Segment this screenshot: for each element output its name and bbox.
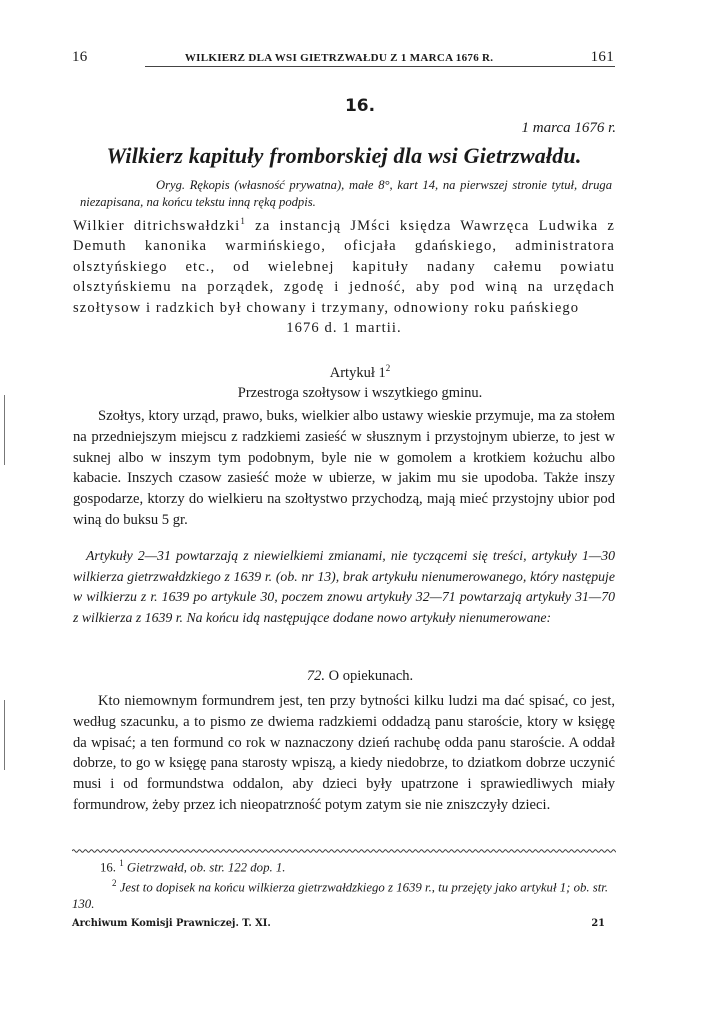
intro-text-rest: za instancją JMści księdza Wawrzęca Ludwika z Demuth kanonika warmińskiego, oficjała gdańskiego, administratora olsztyńskiego etc., od wielebnej kapituły nadany całemu powiatu olsztyńskiemu na porządek, zgodę i jedność, aby pod winą na urzędach szołtysow i radzkich był chowany i trzymany, odnowiony roku pańskiego	[73, 217, 615, 316]
original-source-note: Oryg. Rękopis (własność prywatna), małe 8°, kart 14, na pierwszej stronie tytuł, druga niezapisana, na końcu tekstu inną ręką podpis.	[80, 178, 612, 209]
footnote-1-label: 16.	[100, 860, 116, 875]
article-1-text: Szołtys, ktory urząd, prawo, buks, wielkier albo ustawy wieskie przymuje, ma za stołem na przedniejszym miejscu z radzkiemi zasieść w słusznym i przystojnym ubierze, to jest w suknej albo w inszym tym podobnym, byle nie w gomolem a krotkiem kożuchu albo kabacie. Inszych czasow zasieść może w ubierze, w jakim mu sie upodoba. Także inszy gospodarze, ktorzy do wielkieru na szołtystwo przychodzą, mają mieć przystojny ubior pod winą do buksu 5 gr.	[73, 408, 615, 528]
intro-text-start: Wilkier ditrichswałdzki	[73, 217, 241, 234]
footer-archive-label: Archiwum Komisji Prawniczej. T. XI.	[72, 918, 271, 929]
page-number-right: 161	[590, 49, 614, 65]
footnote-ref-1: 1	[240, 216, 246, 226]
footnote-separator	[72, 848, 616, 854]
footer-signature-number: 21	[591, 918, 605, 929]
footnote-ref-2: 2	[385, 363, 391, 373]
scan-edge-mark	[4, 395, 5, 465]
article-72-heading	[0, 668, 720, 685]
running-header	[72, 49, 614, 66]
article-1-subtitle: Przestroga szołtysow i wszytkiego gminu.	[237, 385, 483, 401]
footnote-2-marker: 2	[112, 878, 117, 888]
article-72-text: Kto niemownym formundrem jest, ten przy bytności kilku ludzi ma dać spisać, co jest, według szacunku, a to pismo ze dwiema radzkiemi oddadzą panu staroście, ktory w księgę da wpisać; a ten formund co rok w naznaczony dzień rachubę odda panu staroście. A oddał dobrze, to go w księgę pana starosty wpiszą, a kiedy niedobrze, to dziatkom dobrze uczynić musi i od formundstwa oddalon, aby dzieci były upatrzone i sprawiedliwych miały formundrow, żeby przez ich nieopatrzność potym zatym sie nie zniszczyły dzieci.	[73, 693, 615, 813]
article-1-heading	[0, 363, 720, 382]
footnote-1-text: Gietrzwałd, ob. str. 122 dop. 1.	[123, 860, 286, 875]
intro-date-line: 1676 d. 1 martii.	[286, 320, 402, 337]
scan-edge-mark	[4, 700, 5, 770]
footnote-1	[72, 855, 616, 876]
footnote-1-marker: 1	[119, 858, 124, 868]
footnote-2-text: Jest to dopisek na końcu wilkierza gietrzwałdzkiego z 1639 r., tu przejęty jako artykuł 1; ob. str. 130.	[72, 880, 609, 912]
page-number-left: 16	[72, 49, 88, 65]
document-number: 16.	[344, 96, 376, 116]
document-date: 1 marca 1676 r.	[521, 120, 616, 136]
article-72-number: 72.	[306, 668, 325, 684]
article-72-title: O opiekunach.	[324, 668, 414, 684]
editorial-note: Artykuły 2—31 powtarzają z niewielkiemi zmianami, nie tyczącemi się treści, artykuły 1—30 wilkierza gietrzwałdzkiego z 1639 r. (ob. nr 13), brak artykułu nienumerowanego, który następuje w wilkierzu z r. 1639 po artykule 30, poczem znowu artykuły 32—71 powtarzają artykuły 31—70 z wilkierza z 1639 r. Na końcu idą następujące dodane nowo artykuły nienumerowane:	[73, 548, 615, 625]
article-1-heading-text: Artykuł 1	[329, 364, 386, 381]
footnote-2	[72, 875, 616, 913]
running-title: WILKIERZ DLA WSI GIETRZWAŁDU Z 1 MARCA 1676 R.	[184, 52, 494, 64]
header-rule	[145, 66, 615, 67]
intro-paragraph	[73, 211, 615, 339]
document-title: Wilkierz kapituły fromborskiej dla wsi Gietrzwałdu.	[106, 143, 582, 168]
